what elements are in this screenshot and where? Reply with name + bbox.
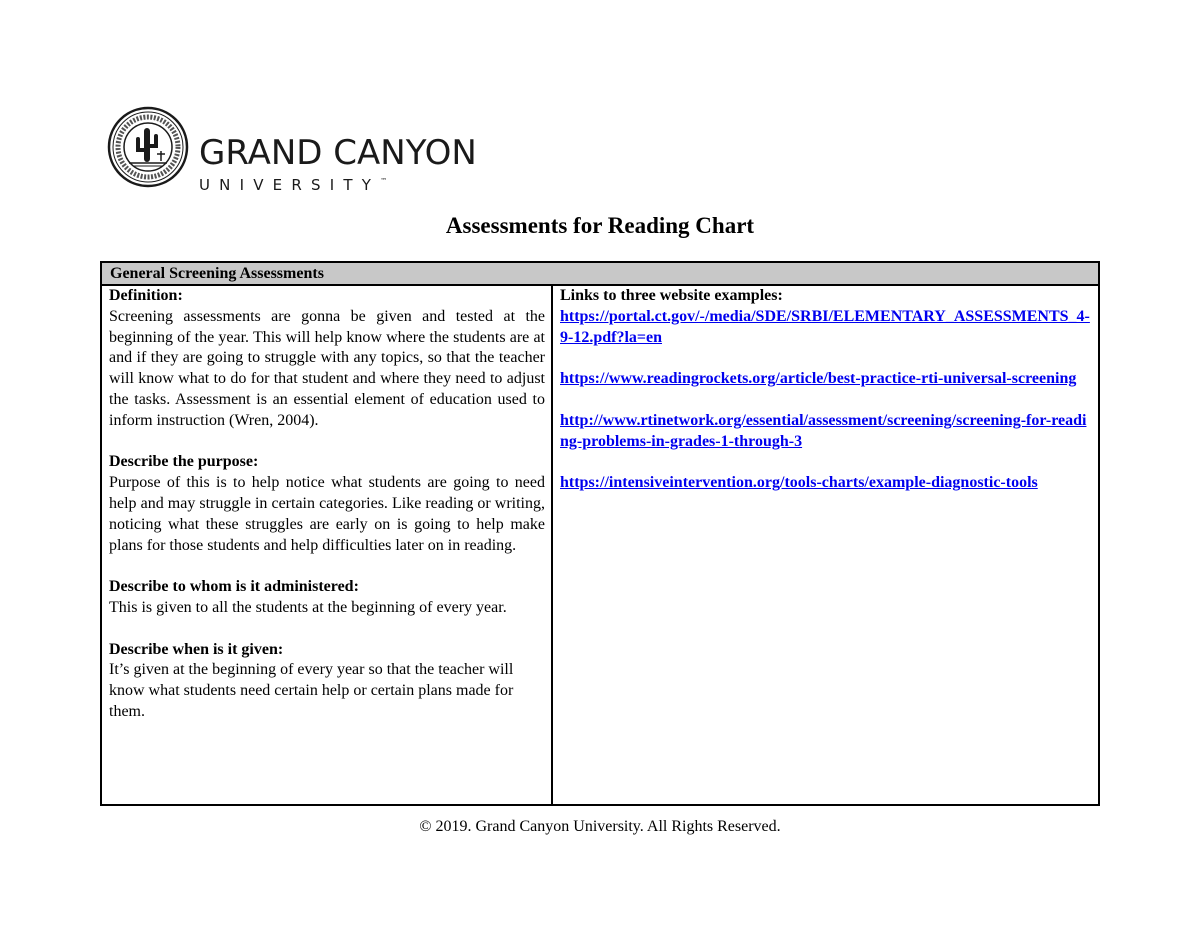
gcu-logo: [107, 106, 487, 192]
link-reading-rockets[interactable]: https://www.readingrockets.org/article/best-practice-rti-universal-screening: [560, 370, 1077, 388]
when-label: Describe when is it given:: [109, 640, 284, 658]
whom-text: This is given to all the students at the beginning of every year.: [109, 598, 507, 616]
link-rti-network[interactable]: http://www.rtinetwork.org/essential/assessment/screening/screening-for-reading-problems-in-grades-1-through-3: [560, 411, 1087, 450]
logo-wordmark: GRAND CANYON: [199, 133, 477, 173]
spacer: [109, 432, 545, 453]
purpose-text: Purpose of this is to help notice what students are going to need help and may struggle in certain categories. Like reading or writing, noticing what these struggles are early on is going to help make plans for those students and help difficulties later on in reading.: [109, 474, 545, 554]
link-portal-ct[interactable]: https://portal.ct.gov/-/media/SDE/SRBI/ELEMENTARY_ASSESSMENTS_4-9-12.pdf?la=en: [560, 307, 1090, 346]
left-column: [109, 286, 545, 723]
definition-label: Definition:: [109, 287, 183, 304]
university-seal-icon: [107, 106, 189, 188]
trademark-symbol: ™: [380, 177, 388, 185]
column-divider: [551, 286, 553, 804]
links-label: Links to three website examples:: [560, 287, 783, 304]
spacer: [560, 452, 1094, 473]
whom-label: Describe to whom is it administered:: [109, 578, 359, 596]
logo-subtitle-text: UNIVERSITY: [199, 176, 381, 194]
spacer: [109, 619, 545, 640]
copyright-footer: © 2019. Grand Canyon University. All Rights Reserved.: [419, 818, 781, 835]
definition-text: Screening assessments are gonna be given and tested at the beginning of the year. This will help know where the students are at and if they are going to struggle with any topics, so that the teacher will know what to do for that student and where they need to adjust the tasks. Assessment is an essential element of education used to inform instruction (Wren, 2004).: [109, 307, 545, 429]
when-text: It’s given at the beginning of every year so that the teacher will know what students need certain help or certain plans made for them.: [109, 661, 514, 720]
spacer: [560, 390, 1094, 411]
spacer: [560, 348, 1094, 369]
logo-subtitle: [199, 178, 387, 193]
purpose-label: Describe the purpose:: [109, 453, 259, 471]
assessment-table: [100, 261, 1100, 806]
right-column: [560, 286, 1094, 494]
spacer: [109, 556, 545, 577]
link-intensive-intervention[interactable]: https://intensiveintervention.org/tools-charts/example-diagnostic-tools: [560, 474, 1038, 492]
document-title: Assessments for Reading Chart: [445, 213, 755, 238]
table-header: General Screening Assessments: [102, 263, 1098, 286]
